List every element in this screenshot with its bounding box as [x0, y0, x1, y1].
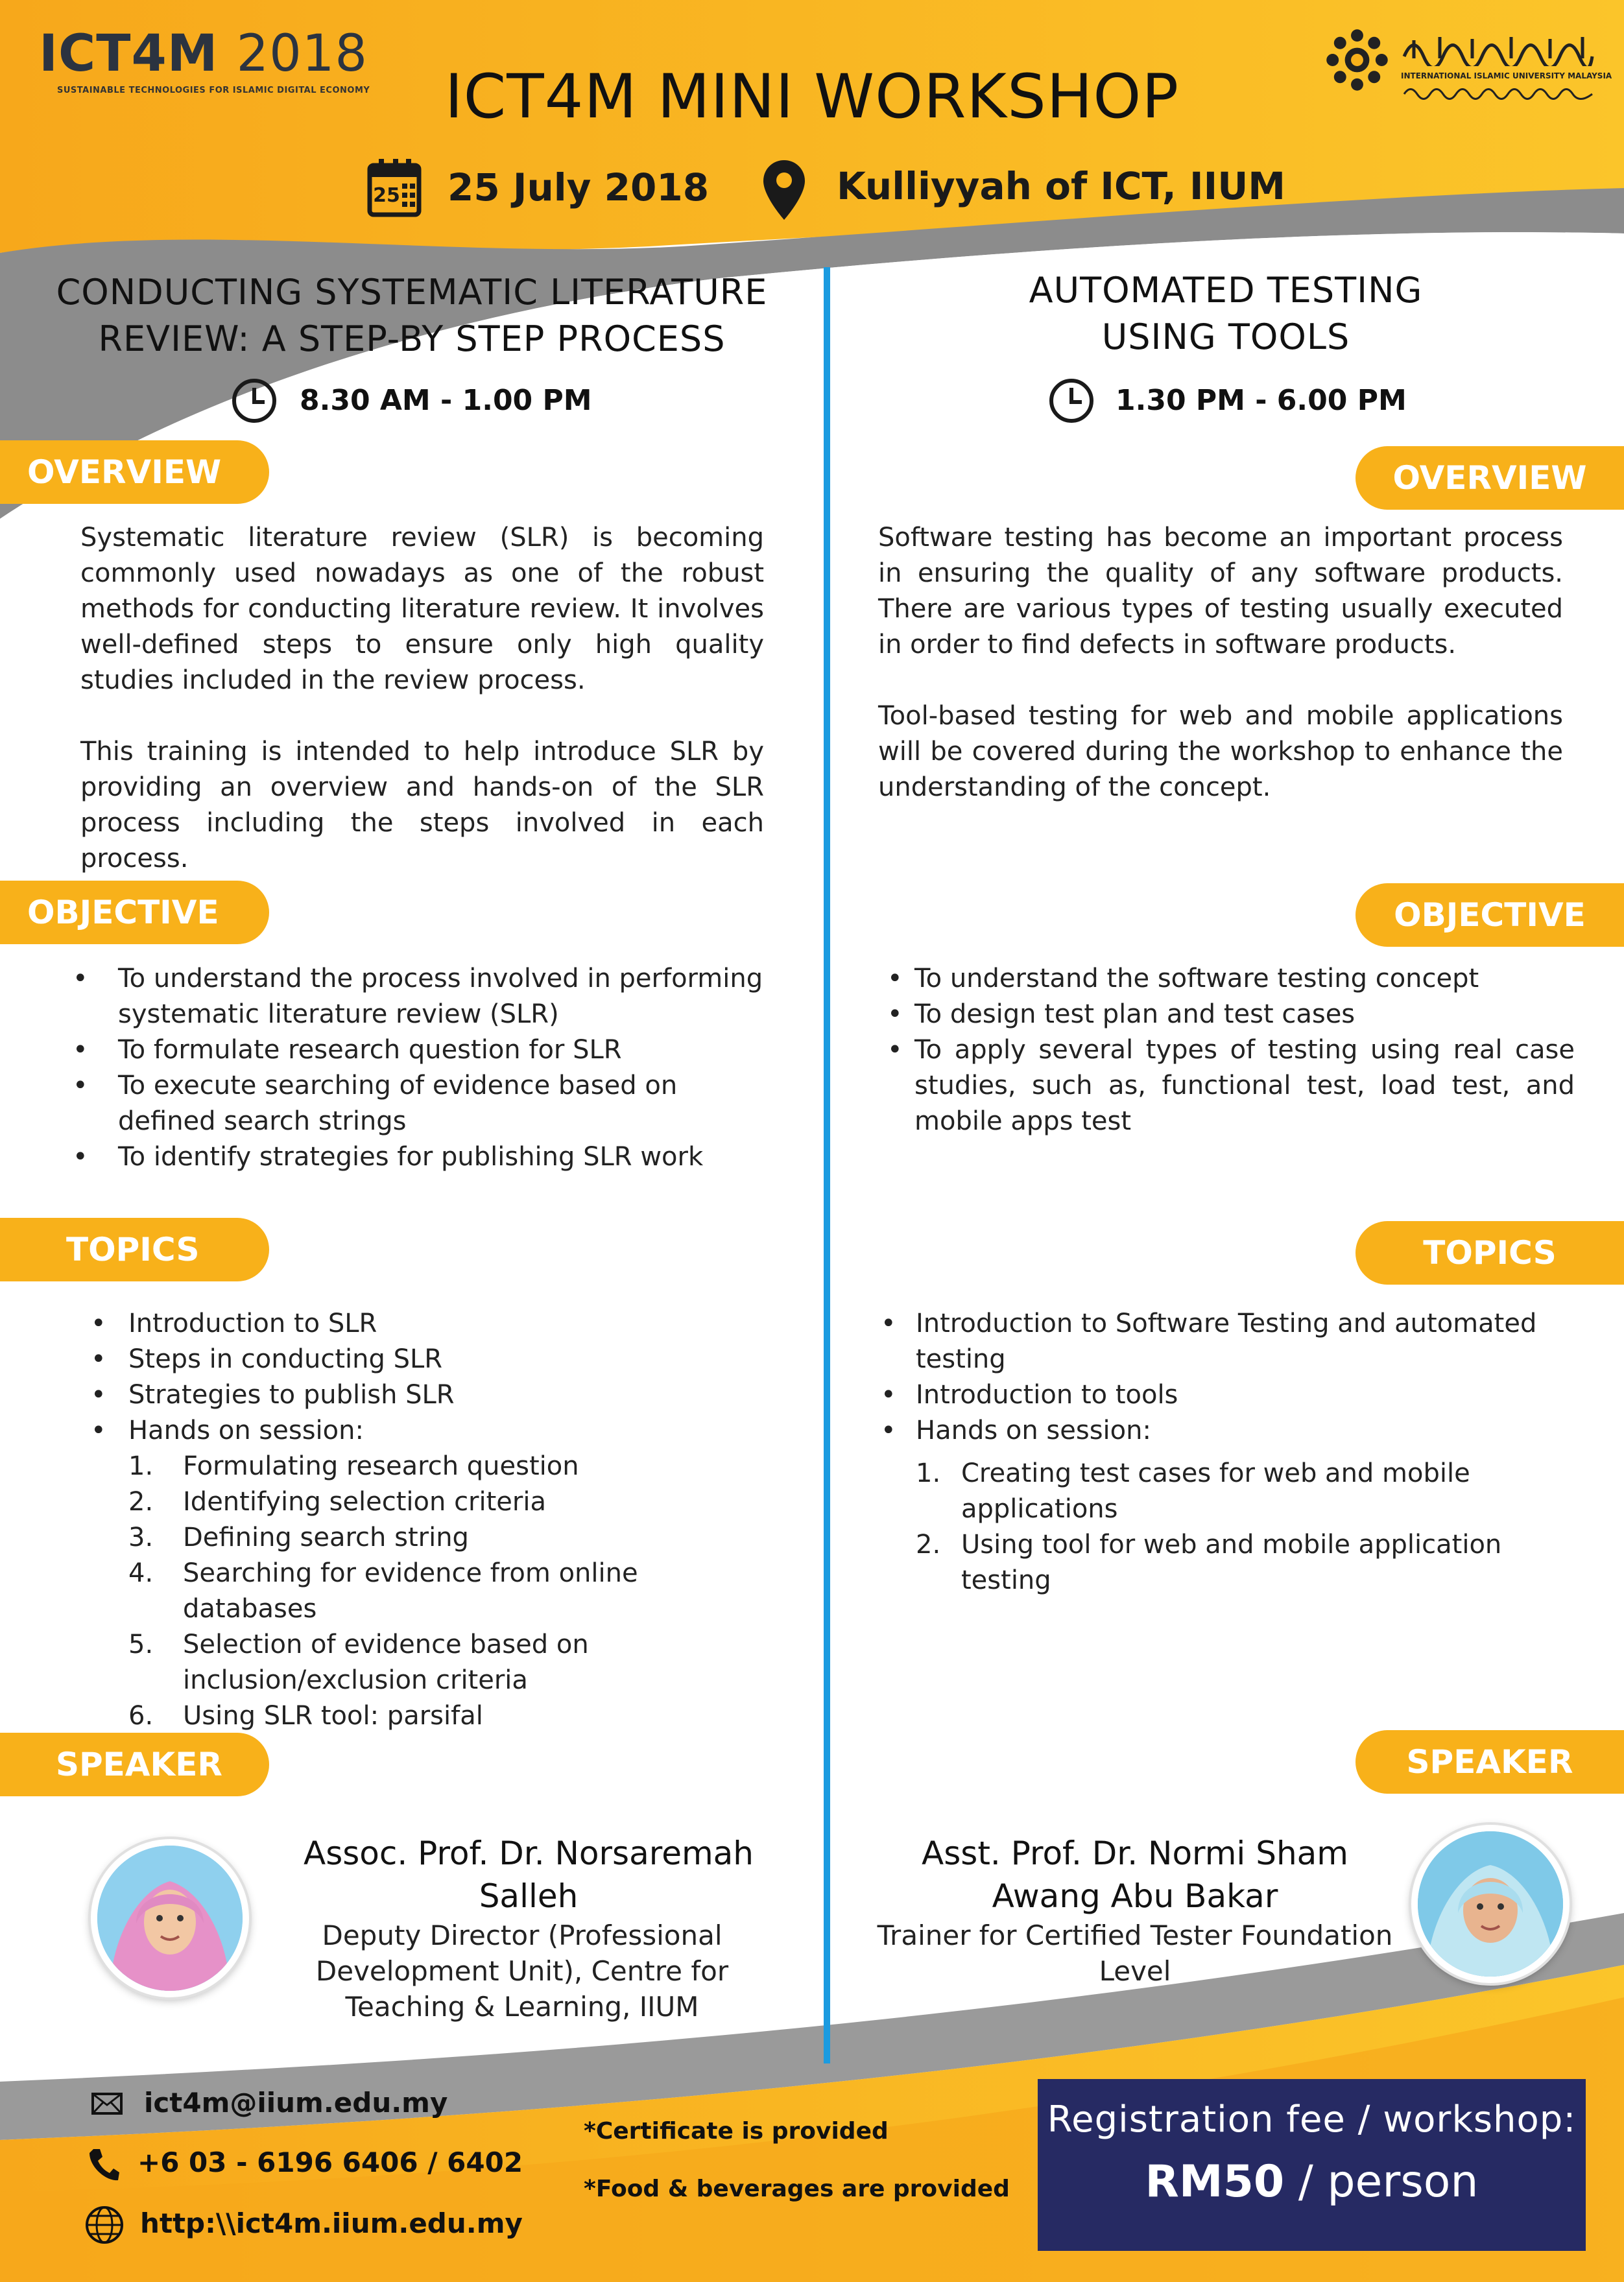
list-item: 1. Creating test cases for web and mobile applications [916, 1458, 1470, 1524]
list-item: • Hands on session: [91, 1413, 772, 1449]
left-hands-on-list [128, 1449, 778, 1734]
list-item: • To understand the process involved in performing systematic literature review (SLR) [73, 961, 773, 1032]
left-overview-paragraph: This training is intended to help introduce SLR by providing an overview and hands-on of the SLR process including the steps involved in each process. [80, 737, 764, 874]
right-speaker-name: Asst. Prof. Dr. Normi Sham Awang Abu Bakar [922, 1835, 1348, 1915]
phone-icon [87, 2146, 119, 2183]
right-overview-paragraph: Tool-based testing for web and mobile applications will be covered during the workshop to enhance the understanding of the concept. [878, 701, 1563, 802]
right-topics-list [881, 1306, 1562, 1449]
certificate-note: *Certificate is provided [584, 2118, 889, 2145]
left-speaker-label: SPEAKER [0, 1733, 269, 1796]
right-speaker-avatar [1411, 1825, 1570, 1983]
right-workshop-title: AUTOMATED TESTING USING TOOLS [1029, 270, 1423, 357]
contact-email[interactable]: ict4m@iium.edu.my [144, 2087, 448, 2119]
right-hands-on-list [916, 1456, 1564, 1599]
calendar-icon [367, 158, 422, 217]
left-speaker-name: Assoc. Prof. Dr. Norsaremah Salleh [304, 1835, 754, 1915]
list-item: • Introduction to Software Testing and automated testing [881, 1306, 1562, 1377]
left-overview-label: OVERVIEW [0, 440, 269, 504]
list-item: 6. Using SLR tool: parsifal [128, 1701, 483, 1731]
list-item: • To execute searching of evidence based on defined search strings [73, 1068, 773, 1139]
left-topics-list [91, 1306, 772, 1449]
left-overview-paragraph: Systematic literature review (SLR) is becoming commonly used nowadays as one of the robust methods for conducting literature review. It involves well-defined steps to ensure only high quality studies included in the review process. [80, 523, 764, 695]
left-time: 8.30 AM - 1.00 PM [300, 384, 592, 417]
page-title: ICT4M MINI WORKSHOP [444, 62, 1180, 132]
list-item: 2. Using tool for web and mobile application testing [916, 1530, 1502, 1595]
left-overview-text [80, 520, 764, 912]
right-topics-label: TOPICS [1355, 1221, 1624, 1285]
ict4m-logo: ICT4M 2018 [39, 25, 368, 83]
food-note: *Food & beverages are provided [584, 2176, 1010, 2202]
list-item: • Steps in conducting SLR [91, 1342, 772, 1377]
right-speaker-label: SPEAKER [1355, 1730, 1624, 1794]
registration-label: Registration fee / workshop: [1047, 2098, 1577, 2141]
list-item: 4. Searching for evidence from online databases [128, 1558, 638, 1624]
calendar-day: 25 [373, 184, 400, 207]
clock-icon [1048, 377, 1095, 424]
list-item: • To formulate research question for SLR [73, 1032, 773, 1068]
logo-tagline: SUSTAINABLE TECHNOLOGIES FOR ISLAMIC DIGITAL ECONOMY [57, 86, 370, 95]
globe-icon [84, 2205, 125, 2245]
iium-arabic-wordmark-icon [1401, 27, 1595, 66]
list-item: 3. Defining search string [128, 1523, 469, 1552]
email-icon [91, 2092, 123, 2115]
list-item: • Introduction to SLR [91, 1306, 772, 1342]
list-item: • To design test plan and test cases [887, 997, 1575, 1032]
right-overview-text [878, 520, 1563, 841]
right-overview-paragraph: Software testing has become an important process in ensuring the quality of any software products. There are various types of testing usually executed in order to find defects in software products. [878, 523, 1563, 660]
location-pin-icon [762, 159, 806, 221]
registration-box [1038, 2079, 1586, 2251]
university-name: INTERNATIONAL ISLAMIC UNIVERSITY MALAYSIA [1401, 71, 1612, 80]
speaker-photo-icon [97, 1846, 243, 1991]
clock-icon [231, 377, 278, 424]
list-item: • To understand the software testing concept [887, 961, 1575, 997]
left-objective-label: OBJECTIVE [0, 881, 269, 944]
list-item: 5. Selection of evidence based on inclusion/exclusion criteria [128, 1630, 589, 1695]
list-item: • Introduction to tools [881, 1377, 1562, 1413]
list-item: • To identify strategies for publishing SLR work [73, 1139, 773, 1175]
speaker-photo-icon [1418, 1831, 1563, 1977]
list-item: 1. Formulating research question [128, 1451, 579, 1481]
list-item: • To apply several types of testing using real case studies, such as, functional test, load test, and mobile apps test [887, 1032, 1575, 1139]
column-divider [824, 267, 830, 2063]
right-speaker-role: Trainer for Certified Tester Foundation Level [877, 1919, 1393, 1987]
event-venue: Kulliyyah of ICT, IIUM [837, 164, 1286, 208]
left-workshop-title: CONDUCTING SYSTEMATIC LITERATURE REVIEW: A STEP-BY STEP PROCESS [56, 272, 768, 359]
right-objective-list [887, 961, 1575, 1139]
right-objective-label: OBJECTIVE [1355, 883, 1624, 947]
left-speaker-avatar [91, 1839, 249, 1997]
event-date: 25 July 2018 [448, 165, 710, 209]
right-time: 1.30 PM - 6.00 PM [1116, 384, 1407, 417]
list-item: 2. Identifying selection criteria [128, 1487, 546, 1517]
registration-price: RM50 / person [1145, 2156, 1479, 2207]
list-item: • Hands on session: [881, 1413, 1562, 1449]
contact-website[interactable]: http:\\ict4m.iium.edu.my [140, 2207, 523, 2239]
left-speaker-role: Deputy Director (Professional Development Unit), Centre for Teaching & Learning, IIUM [315, 1919, 729, 2023]
contact-phone[interactable]: +6 03 - 6196 6406 / 6402 [137, 2146, 523, 2178]
left-topics-label: TOPICS [0, 1218, 269, 1281]
right-overview-label: OVERVIEW [1355, 446, 1624, 510]
list-item: • Strategies to publish SLR [91, 1377, 772, 1413]
left-objective-list [73, 961, 773, 1175]
